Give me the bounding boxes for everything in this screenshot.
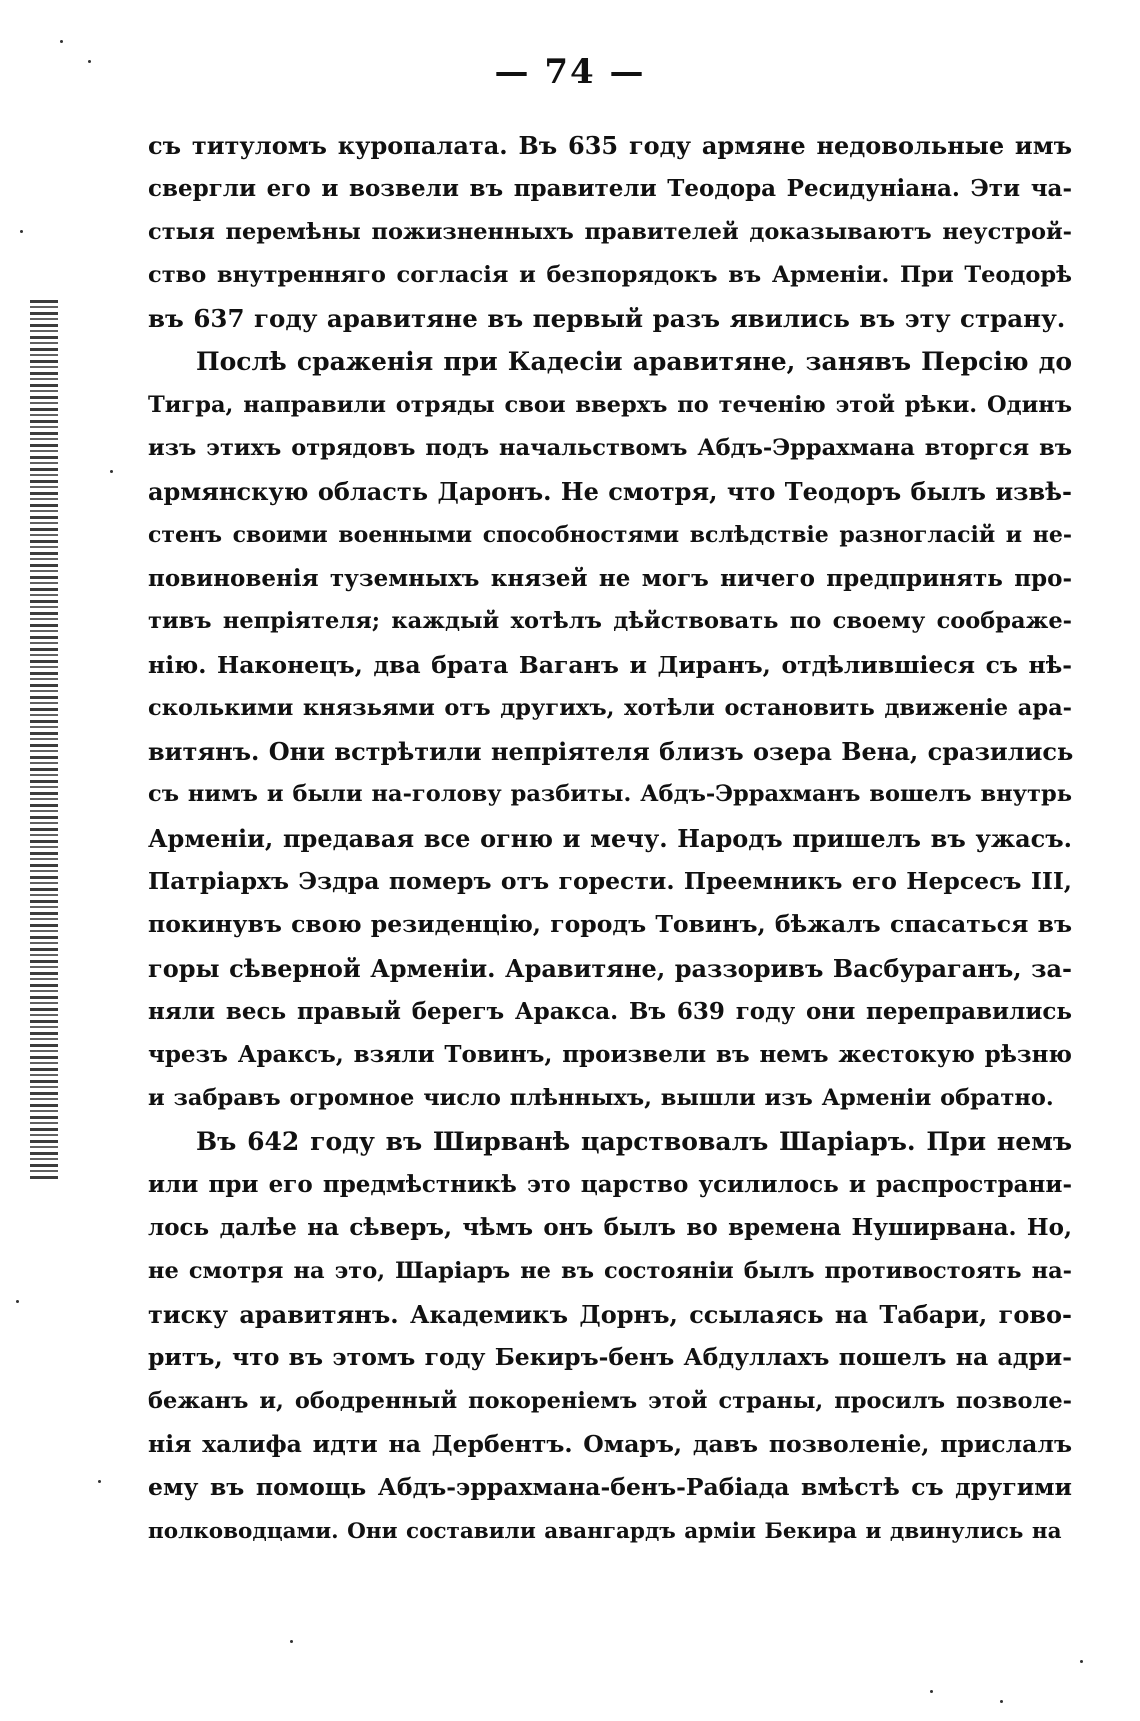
binding-edge (30, 300, 58, 1180)
text-line: армянскую область Даронъ. Не смотря, что Теодоръ былъ извѣ- (148, 477, 1072, 507)
text-line: сколькими князьями отъ другихъ, хотѣли остановить движеніе ара- (148, 694, 1072, 721)
text-line: ему въ помощь Абдъ-эррахмана-бенъ-Рабіада вмѣстѣ съ другими (148, 1473, 1072, 1502)
speck (1080, 1660, 1083, 1663)
speck (930, 1690, 933, 1693)
text-line: Арменіи, предавая все огню и мечу. Народъ пришелъ въ ужасъ. (148, 823, 1072, 853)
text-line: нію. Наконецъ, два брата Ваганъ и Диранъ, отдѣлившіеся съ нѣ- (148, 650, 1072, 679)
speck (20, 230, 23, 233)
speck (60, 40, 63, 43)
speck (1000, 1700, 1003, 1703)
text-line: съ нимъ и были на-голову разбиты. Абдъ-Эррахманъ вошелъ внутрь (148, 781, 1072, 808)
text-line: Патріархъ Эздра померъ отъ горести. Преемникъ его Нерсесъ III, (148, 867, 1072, 896)
text-line: Тигра, направили отряды свои вверхъ по теченію этой рѣки. Одинъ (148, 391, 1072, 418)
text-line: няли весь правый берегъ Аракса. Въ 639 году они переправились (148, 997, 1072, 1025)
text-line: не смотря на это, Шаріаръ не въ состояніи былъ противостоять на- (148, 1257, 1072, 1284)
text-line: Въ 642 году въ Ширванѣ царствовалъ Шаріаръ. При немъ (196, 1126, 1072, 1156)
text-line: лось далѣе на сѣверъ, чѣмъ онъ былъ во времена Нуширвана. Но, (148, 1214, 1072, 1242)
speck (110, 470, 113, 473)
text-line: или при его предмѣстникѣ это царство усилилось и распространи- (148, 1171, 1072, 1199)
text-line: горы сѣверной Арменіи. Аравитяне, раззоривъ Васбураганъ, за- (148, 953, 1072, 983)
text-body (148, 124, 1072, 1553)
text-line: витянъ. Они встрѣтили непріятеля близъ озера Вена, сразились (148, 737, 1074, 767)
text-line: нія халифа идти на Дербентъ. Омаръ, давъ позволеніе, прислалъ (148, 1429, 1072, 1458)
text-line: повиновенія туземныхъ князей не могъ ничего предпринять про- (148, 564, 1072, 592)
text-line: съ титуломъ куропалата. Въ 635 году армяне недовольные имъ (148, 131, 1072, 160)
text-line: изъ этихъ отрядовъ подъ начальствомъ Абдъ-Эррахмана вторгся въ (148, 435, 1072, 462)
text-line: стенъ своими военными способностями вслѣдствіе разногласій и не- (148, 521, 1072, 548)
text-line: стыя перемѣны пожизненныхъ правителей доказываютъ неустрой- (148, 218, 1072, 245)
text-line: ритъ, что въ этомъ году Бекиръ-бенъ Абдуллахъ пошелъ на адри- (148, 1343, 1072, 1372)
text-line: покинувъ свою резиденцію, городъ Товинъ, бѣжалъ спасаться въ (148, 910, 1072, 939)
text-line: ство внутренняго согласія и безпорядокъ въ Арменіи. При Теодорѣ (148, 261, 1072, 288)
text-line: тивъ непріятеля; каждый хотѣлъ дѣйствовать по своему соображе- (148, 608, 1072, 635)
text-line: чрезъ Араксъ, взяли Товинъ, произвели въ немъ жестокую рѣзню (148, 1041, 1072, 1069)
speck (290, 1640, 293, 1643)
text-line: въ 637 году аравитяне въ первый разъ явились въ эту страну. (148, 304, 1066, 334)
text-line: бежанъ и, ободренный покореніемъ этой страны, просилъ позволе- (148, 1387, 1072, 1414)
speck (16, 1300, 19, 1303)
text-line: Послѣ сраженія при Кадесіи аравитяне, занявъ Персію до (196, 347, 1072, 377)
text-line: свергли его и возвели въ правители Теодора Ресидуніана. Эти ча- (148, 175, 1072, 203)
text-line: тиску аравитянъ. Академикъ Дорнъ, ссылаясь на Табари, гово- (148, 1300, 1072, 1330)
text-line: и забравъ огромное число плѣнныхъ, вышли изъ Арменіи обратно. (148, 1084, 1054, 1111)
page-number: — 74 — (494, 52, 646, 92)
text-line: полководцами. Они составили авангардъ арміи Бекира и двинулись на (148, 1518, 1062, 1544)
speck (98, 1480, 101, 1483)
